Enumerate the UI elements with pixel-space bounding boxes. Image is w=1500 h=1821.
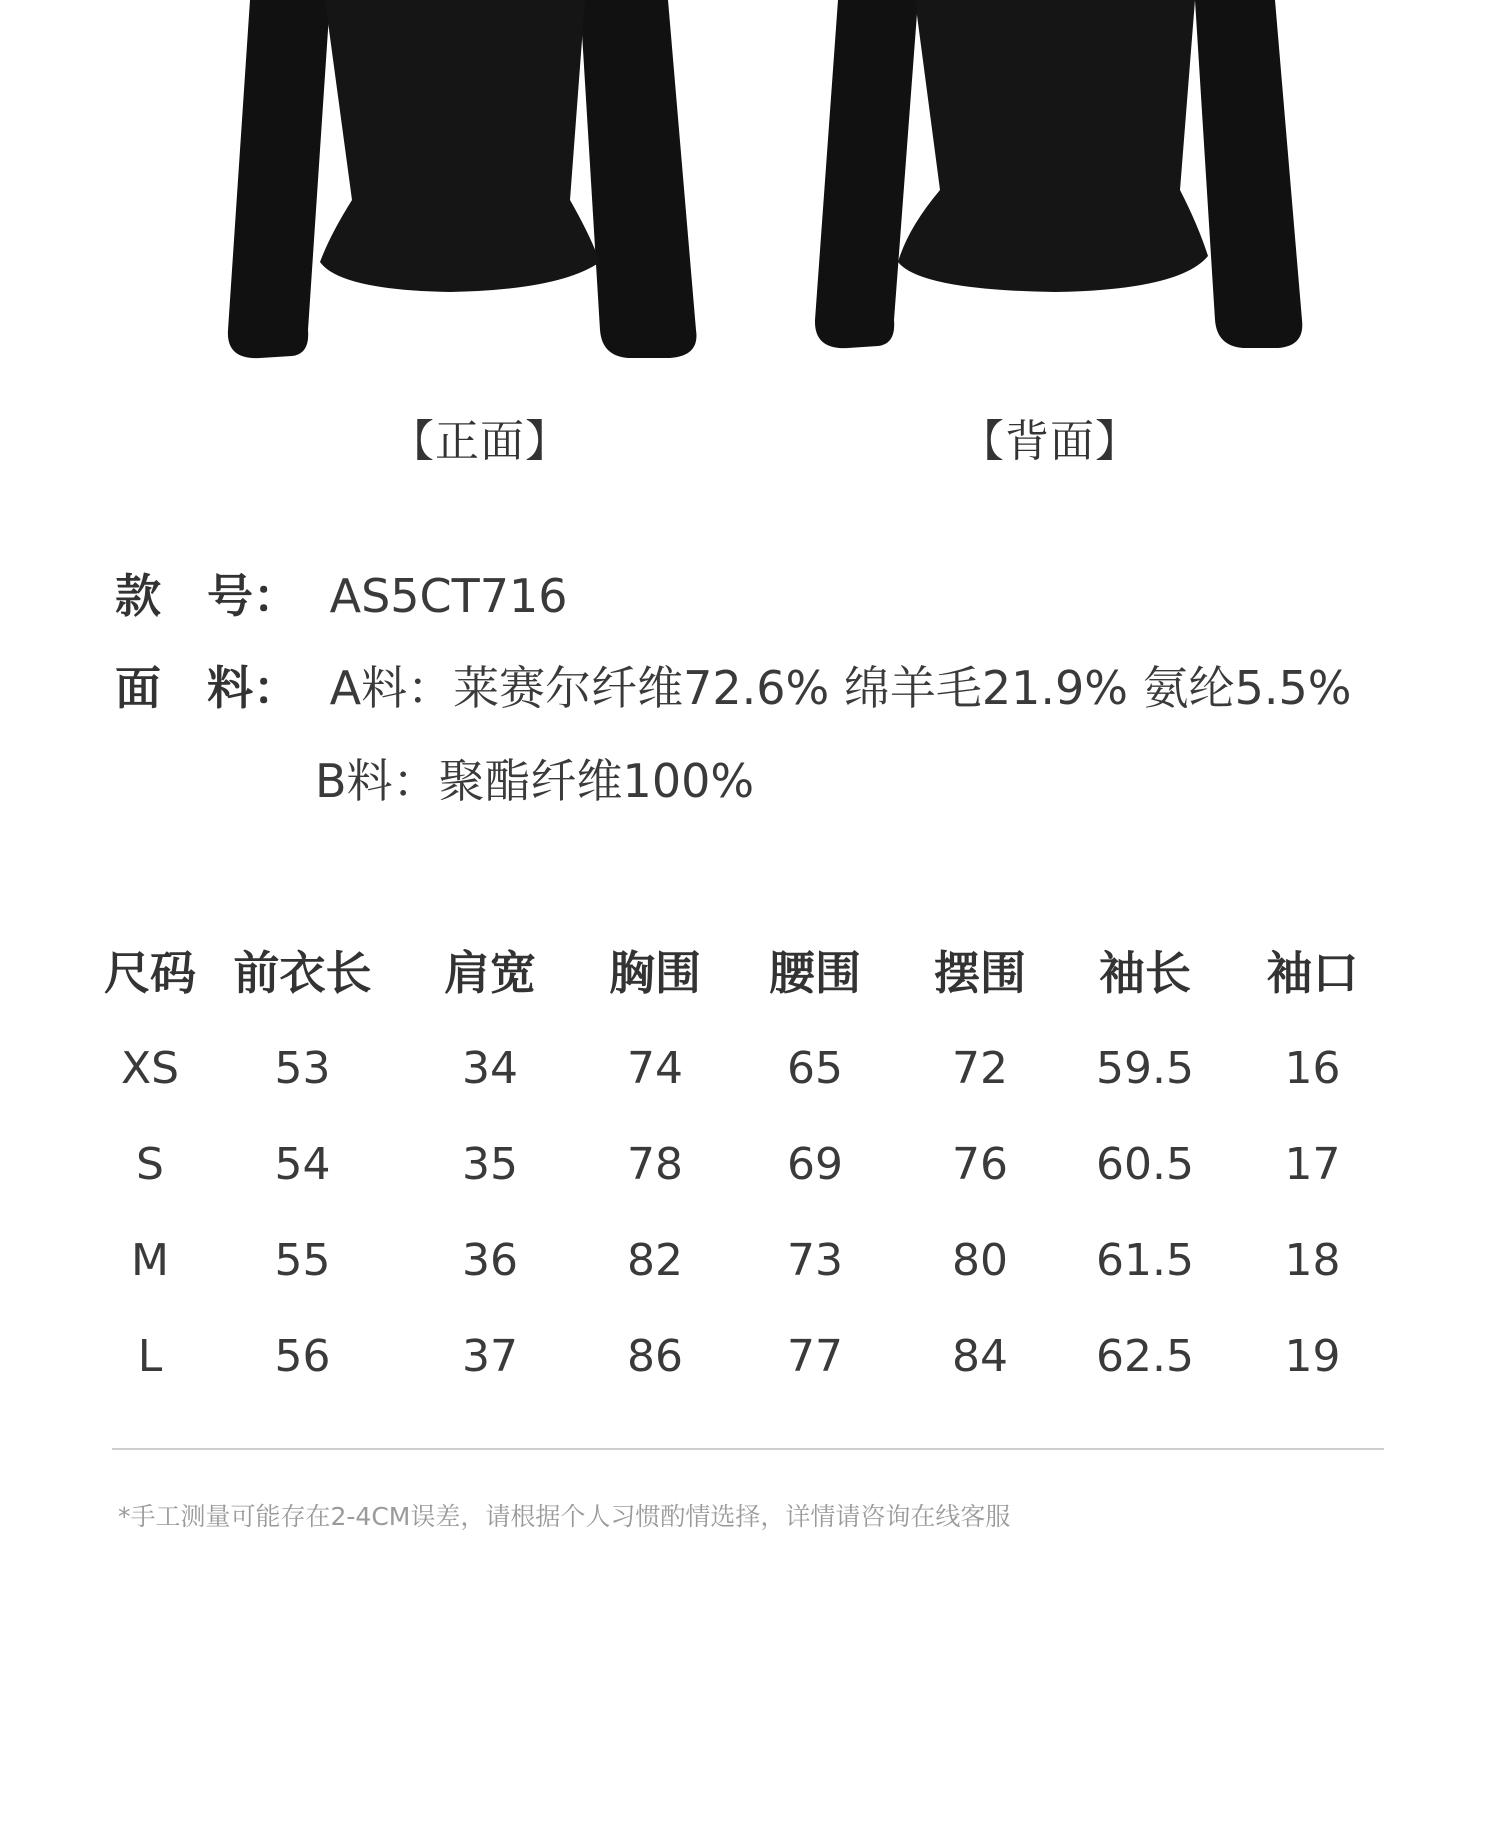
header-sleeve-length: 袖长 bbox=[1099, 946, 1191, 1000]
table-cell: 69 bbox=[787, 1138, 843, 1190]
fabric-b-value: B料：聚酯纤维100% bbox=[315, 754, 755, 808]
table-cell: 76 bbox=[952, 1138, 1008, 1190]
style-number-value: AS5CT716 bbox=[329, 569, 568, 623]
table-cell: 54 bbox=[274, 1138, 331, 1190]
table-cell: 80 bbox=[952, 1234, 1008, 1286]
table-row bbox=[100, 1020, 1400, 1116]
header-waist: 腰围 bbox=[769, 946, 861, 1000]
table-cell: 59.5 bbox=[1096, 1042, 1194, 1094]
header-bust: 胸围 bbox=[609, 946, 701, 1000]
table-row bbox=[100, 1116, 1400, 1212]
header-hem: 摆围 bbox=[934, 946, 1026, 1000]
table-cell: 35 bbox=[462, 1138, 518, 1190]
table-cell: 62.5 bbox=[1096, 1330, 1194, 1382]
table-cell: 36 bbox=[462, 1234, 518, 1286]
header-front-length: 前衣长 bbox=[233, 946, 372, 1000]
table-cell: 77 bbox=[787, 1330, 843, 1382]
garment-front-image bbox=[200, 0, 720, 380]
table-cell: 86 bbox=[627, 1330, 683, 1382]
table-cell: 16 bbox=[1284, 1042, 1341, 1094]
table-cell: 61.5 bbox=[1096, 1234, 1194, 1286]
table-cell: S bbox=[136, 1138, 164, 1190]
table-cell: L bbox=[137, 1330, 163, 1382]
style-number-row bbox=[115, 560, 568, 626]
garment-back-image bbox=[790, 0, 1310, 380]
fabric-a-value: A料：莱赛尔纤维72.6% 绵羊毛21.9% 氨纶5.5% bbox=[329, 661, 1352, 715]
fabric-b-row bbox=[315, 745, 754, 811]
table-cell: 65 bbox=[787, 1042, 843, 1094]
table-cell: 56 bbox=[274, 1330, 331, 1382]
table-cell: 84 bbox=[952, 1330, 1008, 1382]
table-cell: 37 bbox=[462, 1330, 518, 1382]
size-table-header-row bbox=[100, 920, 1400, 1020]
table-cell: 19 bbox=[1284, 1330, 1341, 1382]
table-cell: 53 bbox=[274, 1042, 331, 1094]
style-number-key: 款 号： bbox=[115, 569, 299, 623]
divider bbox=[112, 1448, 1384, 1450]
measurement-note: *手工测量可能存在2-4CM误差，请根据个人习惯酌情选择，详情请咨询在线客服 bbox=[118, 1502, 1011, 1531]
table-row bbox=[100, 1308, 1400, 1404]
table-cell: 72 bbox=[952, 1042, 1008, 1094]
table-cell: 74 bbox=[627, 1042, 683, 1094]
table-cell: 18 bbox=[1284, 1234, 1341, 1286]
table-row bbox=[100, 1212, 1400, 1308]
table-cell: 78 bbox=[627, 1138, 683, 1190]
header-shoulder-width: 肩宽 bbox=[444, 946, 536, 1000]
header-cuff: 袖口 bbox=[1266, 946, 1359, 1000]
table-cell: 73 bbox=[787, 1234, 843, 1286]
fabric-key: 面 料： bbox=[115, 661, 299, 715]
fabric-row bbox=[115, 652, 1351, 718]
size-chart-table bbox=[100, 920, 1400, 1404]
table-cell: XS bbox=[120, 1042, 180, 1094]
table-cell: 55 bbox=[274, 1234, 331, 1286]
front-view-label: 【正面】 bbox=[390, 416, 570, 467]
header-size: 尺码 bbox=[104, 946, 196, 1000]
table-cell: 82 bbox=[627, 1234, 683, 1286]
table-cell: 34 bbox=[462, 1042, 518, 1094]
table-cell: M bbox=[131, 1234, 169, 1286]
back-view-label: 【背面】 bbox=[960, 416, 1140, 467]
table-cell: 60.5 bbox=[1096, 1138, 1194, 1190]
table-cell: 17 bbox=[1284, 1138, 1341, 1190]
